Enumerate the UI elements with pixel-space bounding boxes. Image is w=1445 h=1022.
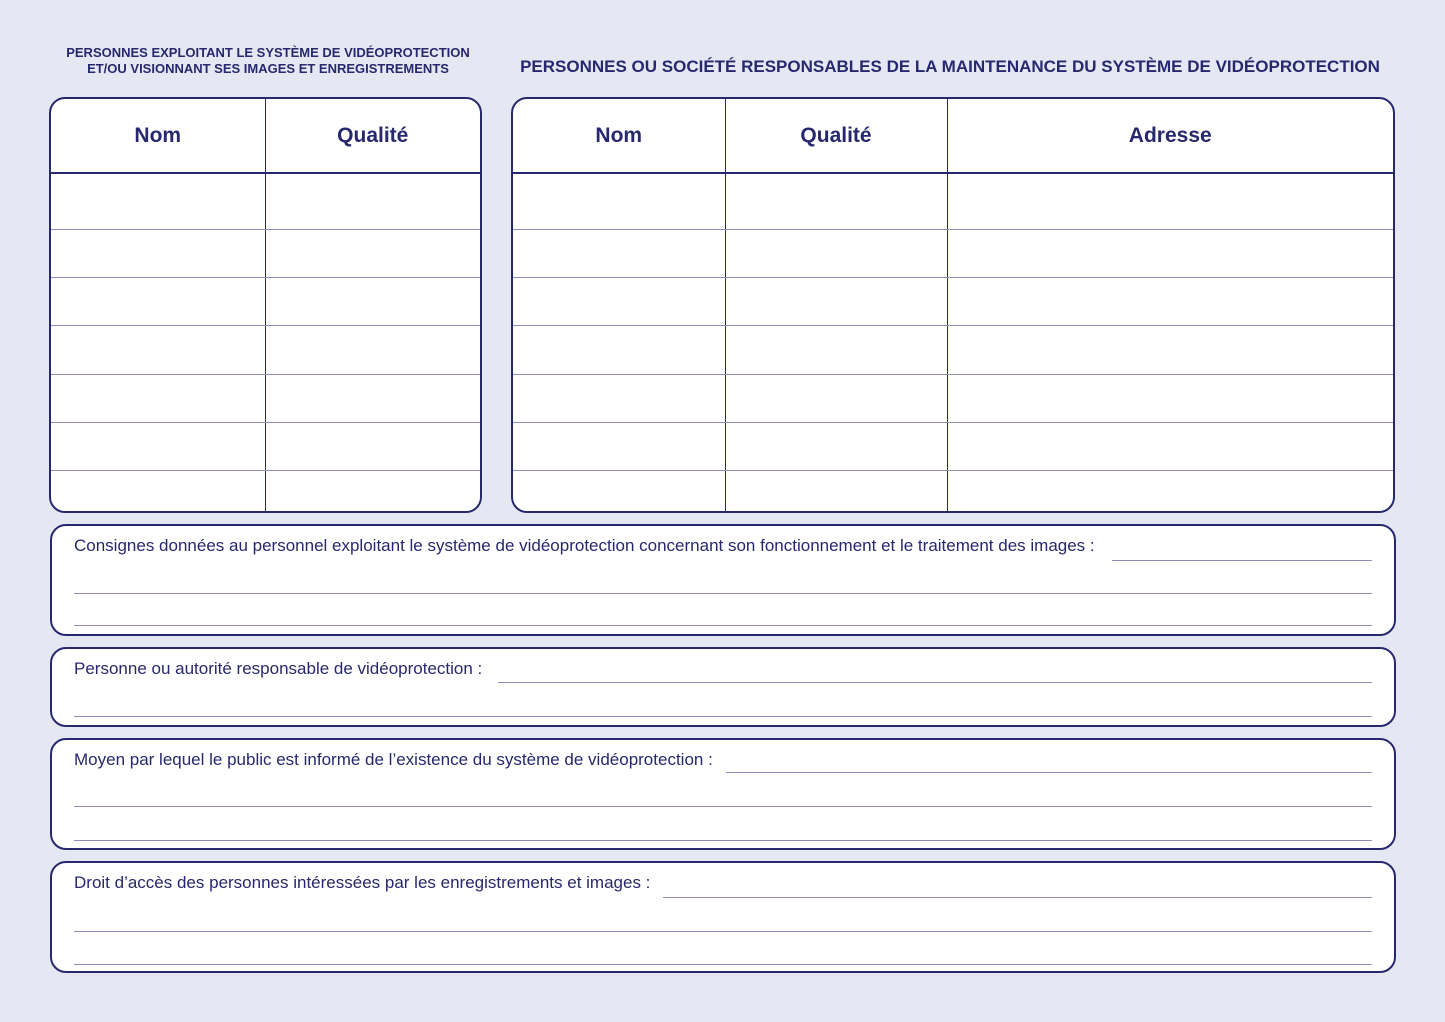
nom-cell[interactable] — [513, 422, 725, 470]
maintenance-col-qualite: Qualité — [725, 99, 947, 173]
table-row — [51, 229, 480, 277]
responsable-box — [50, 647, 1396, 727]
adresse-cell[interactable] — [947, 326, 1393, 374]
qualite-cell[interactable] — [725, 173, 947, 229]
droit-acces-answer-line-2[interactable] — [74, 931, 1372, 932]
operators-table — [49, 97, 482, 513]
maintenance-header-row — [513, 99, 1393, 173]
adresse-cell[interactable] — [947, 173, 1393, 229]
information-box — [50, 738, 1396, 850]
table-row — [51, 471, 480, 511]
table-row — [51, 326, 480, 374]
nom-cell[interactable] — [51, 229, 265, 277]
nom-cell[interactable] — [51, 173, 265, 229]
qualite-cell[interactable] — [725, 278, 947, 326]
qualite-cell[interactable] — [725, 374, 947, 422]
responsable-answer-line-2[interactable] — [74, 716, 1372, 717]
maintenance-table — [511, 97, 1395, 513]
consignes-label: Consignes données au personnel exploitant le système de vidéoprotection concernant son fonctionnement et le traitement des images : — [74, 536, 1095, 555]
table-row — [513, 173, 1393, 229]
qualite-cell[interactable] — [265, 422, 480, 470]
nom-cell[interactable] — [51, 278, 265, 326]
table-row — [51, 278, 480, 326]
qualite-cell[interactable] — [265, 173, 480, 229]
droit-acces-label: Droit d’accès des personnes intéressées par les enregistrements et images : — [74, 873, 651, 892]
table-row — [513, 471, 1393, 511]
maintenance-col-nom: Nom — [513, 99, 725, 173]
table-row — [513, 374, 1393, 422]
nom-cell[interactable] — [513, 374, 725, 422]
nom-cell[interactable] — [513, 278, 725, 326]
table-row — [51, 374, 480, 422]
information-label: Moyen par lequel le public est informé de l’existence du système de vidéoprotection : — [74, 750, 713, 769]
consignes-answer-line-2[interactable] — [74, 593, 1372, 594]
qualite-cell[interactable] — [725, 471, 947, 511]
nom-cell[interactable] — [513, 471, 725, 511]
information-answer-line-1[interactable] — [726, 772, 1372, 773]
qualite-cell[interactable] — [265, 229, 480, 277]
adresse-cell[interactable] — [947, 229, 1393, 277]
qualite-cell[interactable] — [265, 471, 480, 511]
qualite-cell[interactable] — [265, 374, 480, 422]
information-answer-line-3[interactable] — [74, 840, 1372, 841]
consignes-box — [50, 524, 1396, 636]
operators-col-nom: Nom — [51, 99, 265, 173]
adresse-cell[interactable] — [947, 422, 1393, 470]
adresse-cell[interactable] — [947, 471, 1393, 511]
nom-cell[interactable] — [51, 471, 265, 511]
adresse-cell[interactable] — [947, 374, 1393, 422]
consignes-answer-line-3[interactable] — [74, 625, 1372, 626]
droit-acces-box — [50, 861, 1396, 973]
nom-cell[interactable] — [51, 422, 265, 470]
table-row — [51, 173, 480, 229]
adresse-cell[interactable] — [947, 278, 1393, 326]
operators-heading-line2: ET/OU VISIONNANT SES IMAGES ET ENREGISTREMENTS — [87, 61, 449, 77]
nom-cell[interactable] — [513, 229, 725, 277]
maintenance-heading: PERSONNES OU SOCIÉTÉ RESPONSABLES DE LA MAINTENANCE DU SYSTÈME DE VIDÉOPROTECTION — [520, 57, 1380, 76]
operators-heading — [50, 45, 486, 78]
qualite-cell[interactable] — [725, 326, 947, 374]
operators-col-qualite: Qualité — [265, 99, 480, 173]
responsable-label: Personne ou autorité responsable de vidéoprotection : — [74, 659, 483, 678]
table-row — [513, 422, 1393, 470]
qualite-cell[interactable] — [265, 278, 480, 326]
table-row — [513, 326, 1393, 374]
qualite-cell[interactable] — [265, 326, 480, 374]
operators-heading-line1: PERSONNES EXPLOITANT LE SYSTÈME DE VIDÉOPROTECTION — [66, 45, 470, 60]
qualite-cell[interactable] — [725, 422, 947, 470]
droit-acces-answer-line-1[interactable] — [663, 897, 1372, 898]
operators-header-row — [51, 99, 480, 173]
nom-cell[interactable] — [51, 326, 265, 374]
consignes-answer-line-1[interactable] — [1112, 560, 1372, 561]
information-answer-line-2[interactable] — [74, 806, 1372, 807]
table-row — [513, 278, 1393, 326]
responsable-answer-line-1[interactable] — [498, 682, 1372, 683]
droit-acces-answer-line-3[interactable] — [74, 964, 1372, 965]
nom-cell[interactable] — [513, 173, 725, 229]
table-row — [513, 229, 1393, 277]
table-row — [51, 422, 480, 470]
maintenance-col-adresse: Adresse — [947, 99, 1393, 173]
qualite-cell[interactable] — [725, 229, 947, 277]
nom-cell[interactable] — [51, 374, 265, 422]
nom-cell[interactable] — [513, 326, 725, 374]
